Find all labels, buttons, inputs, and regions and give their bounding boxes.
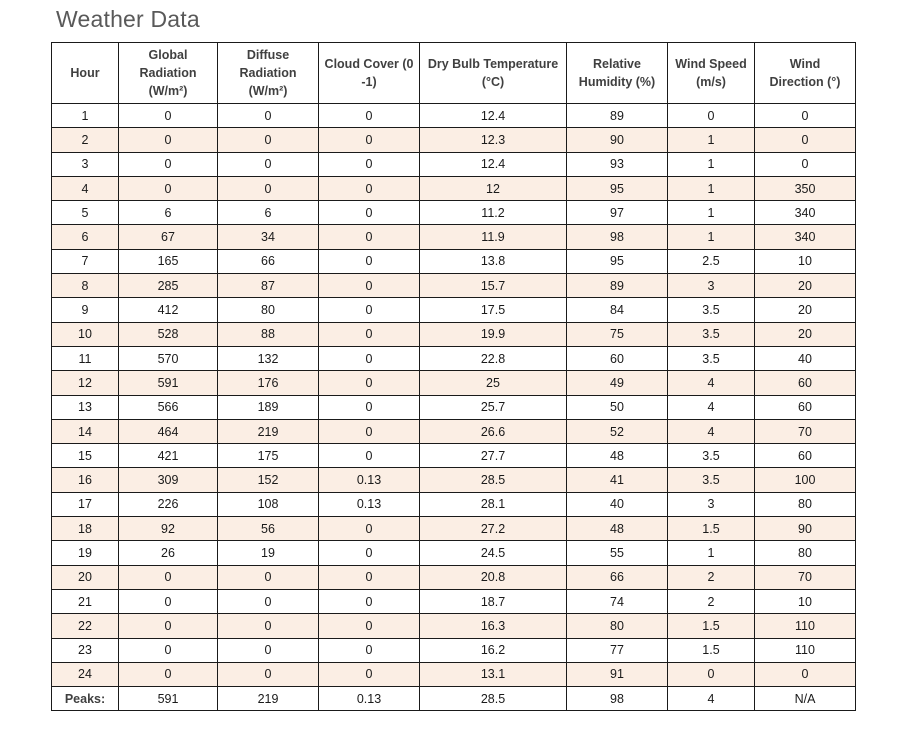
table-cell: 87	[218, 274, 319, 298]
table-cell: 55	[567, 541, 668, 565]
table-cell: 77	[567, 638, 668, 662]
table-cell: 24.5	[420, 541, 567, 565]
table-cell: 91	[567, 662, 668, 686]
table-cell: 23	[52, 638, 119, 662]
table-cell: 528	[119, 322, 218, 346]
table-cell: 0	[319, 274, 420, 298]
table-cell: 5	[52, 201, 119, 225]
table-cell: 2	[52, 128, 119, 152]
table-cell: 80	[567, 614, 668, 638]
table-cell: 0	[319, 662, 420, 686]
table-cell: 90	[567, 128, 668, 152]
table-cell: 18.7	[420, 589, 567, 613]
table-cell: 19	[52, 541, 119, 565]
table-cell: 0	[218, 565, 319, 589]
table-cell: 226	[119, 492, 218, 516]
table-cell: 421	[119, 444, 218, 468]
peaks-label: Peaks:	[52, 687, 119, 711]
table-cell: 566	[119, 395, 218, 419]
table-cell: 27.2	[420, 517, 567, 541]
table-cell: 0	[319, 322, 420, 346]
table-cell: 0	[319, 565, 420, 589]
table-cell: 4	[52, 176, 119, 200]
table-cell: 22.8	[420, 346, 567, 370]
table-cell: 93	[567, 152, 668, 176]
table-cell: 22	[52, 614, 119, 638]
table-cell: 309	[119, 468, 218, 492]
table-cell: 12	[420, 176, 567, 200]
peaks-row	[52, 687, 856, 711]
table-cell: 1	[52, 104, 119, 128]
peak-value: N/A	[755, 687, 856, 711]
table-cell: 175	[218, 444, 319, 468]
peak-value: 219	[218, 687, 319, 711]
table-cell: 11.9	[420, 225, 567, 249]
table-row	[52, 249, 856, 273]
peak-value: 591	[119, 687, 218, 711]
table-cell: 3.5	[668, 346, 755, 370]
table-cell: 570	[119, 346, 218, 370]
table-cell: 12.4	[420, 152, 567, 176]
table-cell: 50	[567, 395, 668, 419]
table-row	[52, 201, 856, 225]
table-row	[52, 419, 856, 443]
table-cell: 0	[119, 104, 218, 128]
table-row	[52, 468, 856, 492]
table-cell: 56	[218, 517, 319, 541]
table-cell: 67	[119, 225, 218, 249]
table-cell: 1	[668, 176, 755, 200]
table-cell: 2.5	[668, 249, 755, 273]
table-cell: 0	[319, 346, 420, 370]
table-cell: 0	[755, 128, 856, 152]
table-row	[52, 589, 856, 613]
table-cell: 0	[218, 614, 319, 638]
table-row	[52, 395, 856, 419]
table-cell: 84	[567, 298, 668, 322]
table-row	[52, 176, 856, 200]
table-cell: 52	[567, 419, 668, 443]
table-cell: 20	[755, 322, 856, 346]
table-cell: 11	[52, 346, 119, 370]
table-cell: 285	[119, 274, 218, 298]
table-cell: 20	[52, 565, 119, 589]
table-cell: 0.13	[319, 468, 420, 492]
table-cell: 0	[755, 662, 856, 686]
table-cell: 66	[218, 249, 319, 273]
table-cell: 110	[755, 638, 856, 662]
table-cell: 0	[119, 565, 218, 589]
table-cell: 26.6	[420, 419, 567, 443]
table-cell: 15.7	[420, 274, 567, 298]
table-cell: 3.5	[668, 468, 755, 492]
table-header-row	[52, 43, 856, 104]
table-cell: 0	[755, 152, 856, 176]
table-cell: 1	[668, 201, 755, 225]
table-cell: 1	[668, 541, 755, 565]
table-cell: 88	[218, 322, 319, 346]
table-cell: 41	[567, 468, 668, 492]
table-cell: 28.5	[420, 468, 567, 492]
table-cell: 6	[119, 201, 218, 225]
table-cell: 1	[668, 225, 755, 249]
table-cell: 10	[52, 322, 119, 346]
table-row	[52, 541, 856, 565]
column-header: Hour	[52, 43, 119, 104]
column-header: Cloud Cover (0 -1)	[319, 43, 420, 104]
table-cell: 13.1	[420, 662, 567, 686]
table-cell: 11.2	[420, 201, 567, 225]
table-cell: 24	[52, 662, 119, 686]
table-cell: 152	[218, 468, 319, 492]
table-cell: 80	[755, 492, 856, 516]
table-cell: 48	[567, 517, 668, 541]
table-row	[52, 638, 856, 662]
table-cell: 0	[218, 152, 319, 176]
table-cell: 89	[567, 104, 668, 128]
table-row	[52, 128, 856, 152]
table-cell: 20	[755, 298, 856, 322]
table-cell: 0	[319, 589, 420, 613]
table-cell: 13	[52, 395, 119, 419]
table-cell: 60	[567, 346, 668, 370]
table-cell: 0	[319, 249, 420, 273]
table-cell: 60	[755, 371, 856, 395]
table-row	[52, 614, 856, 638]
table-row	[52, 104, 856, 128]
table-cell: 3.5	[668, 444, 755, 468]
table-cell: 0	[218, 638, 319, 662]
table-cell: 1.5	[668, 517, 755, 541]
table-cell: 0	[119, 614, 218, 638]
table-cell: 66	[567, 565, 668, 589]
table-cell: 350	[755, 176, 856, 200]
table-cell: 25.7	[420, 395, 567, 419]
table-cell: 20.8	[420, 565, 567, 589]
table-cell: 0	[319, 419, 420, 443]
table-cell: 0	[319, 104, 420, 128]
table-cell: 0	[319, 395, 420, 419]
table-cell: 0	[319, 128, 420, 152]
table-cell: 108	[218, 492, 319, 516]
table-cell: 165	[119, 249, 218, 273]
table-cell: 18	[52, 517, 119, 541]
table-row	[52, 565, 856, 589]
table-cell: 10	[755, 249, 856, 273]
table-cell: 0	[218, 662, 319, 686]
table-cell: 74	[567, 589, 668, 613]
table-cell: 464	[119, 419, 218, 443]
table-cell: 10	[755, 589, 856, 613]
table-cell: 2	[668, 565, 755, 589]
table-cell: 0	[119, 662, 218, 686]
table-cell: 0	[119, 152, 218, 176]
table-cell: 97	[567, 201, 668, 225]
table-cell: 7	[52, 249, 119, 273]
table-cell: 0	[319, 225, 420, 249]
table-cell: 3	[52, 152, 119, 176]
column-header: Dry Bulb Temperature (°C)	[420, 43, 567, 104]
table-cell: 132	[218, 346, 319, 370]
table-cell: 3	[668, 274, 755, 298]
table-cell: 0	[119, 128, 218, 152]
table-cell: 0	[218, 176, 319, 200]
table-cell: 0	[319, 638, 420, 662]
table-cell: 95	[567, 249, 668, 273]
table-cell: 6	[52, 225, 119, 249]
table-row	[52, 298, 856, 322]
table-cell: 0	[218, 128, 319, 152]
table-cell: 34	[218, 225, 319, 249]
table-cell: 12.4	[420, 104, 567, 128]
table-cell: 60	[755, 395, 856, 419]
table-cell: 60	[755, 444, 856, 468]
table-cell: 1.5	[668, 614, 755, 638]
table-row	[52, 322, 856, 346]
table-cell: 0	[319, 541, 420, 565]
table-cell: 0	[319, 298, 420, 322]
table-cell: 75	[567, 322, 668, 346]
table-row	[52, 371, 856, 395]
table-cell: 2	[668, 589, 755, 613]
table-cell: 0	[319, 152, 420, 176]
weather-data-table	[51, 42, 856, 711]
table-cell: 110	[755, 614, 856, 638]
table-cell: 9	[52, 298, 119, 322]
table-cell: 4	[668, 419, 755, 443]
table-cell: 0.13	[319, 492, 420, 516]
table-cell: 13.8	[420, 249, 567, 273]
table-cell: 70	[755, 419, 856, 443]
table-cell: 40	[755, 346, 856, 370]
table-cell: 219	[218, 419, 319, 443]
table-cell: 1	[668, 152, 755, 176]
table-cell: 90	[755, 517, 856, 541]
table-cell: 16.3	[420, 614, 567, 638]
table-cell: 95	[567, 176, 668, 200]
table-row	[52, 346, 856, 370]
table-cell: 591	[119, 371, 218, 395]
table-cell: 92	[119, 517, 218, 541]
table-cell: 20	[755, 274, 856, 298]
table-cell: 19.9	[420, 322, 567, 346]
table-cell: 0	[668, 104, 755, 128]
table-cell: 0	[755, 104, 856, 128]
peak-value: 4	[668, 687, 755, 711]
table-cell: 98	[567, 225, 668, 249]
table-cell: 0	[668, 662, 755, 686]
table-row	[52, 274, 856, 298]
table-cell: 3.5	[668, 322, 755, 346]
table-cell: 189	[218, 395, 319, 419]
table-cell: 100	[755, 468, 856, 492]
table-cell: 0	[319, 444, 420, 468]
table-cell: 48	[567, 444, 668, 468]
table-cell: 3	[668, 492, 755, 516]
table-cell: 17.5	[420, 298, 567, 322]
table-cell: 176	[218, 371, 319, 395]
table-cell: 12	[52, 371, 119, 395]
column-header: Diffuse Radiation (W/m²)	[218, 43, 319, 104]
table-cell: 40	[567, 492, 668, 516]
table-cell: 28.1	[420, 492, 567, 516]
peak-value: 98	[567, 687, 668, 711]
table-cell: 6	[218, 201, 319, 225]
table-cell: 26	[119, 541, 218, 565]
table-cell: 0	[319, 371, 420, 395]
table-cell: 80	[755, 541, 856, 565]
table-cell: 1.5	[668, 638, 755, 662]
table-cell: 0	[119, 638, 218, 662]
table-cell: 19	[218, 541, 319, 565]
peak-value: 28.5	[420, 687, 567, 711]
table-cell: 0	[119, 176, 218, 200]
table-row	[52, 225, 856, 249]
table-cell: 16	[52, 468, 119, 492]
table-cell: 3.5	[668, 298, 755, 322]
table-cell: 14	[52, 419, 119, 443]
table-cell: 0	[218, 589, 319, 613]
table-cell: 70	[755, 565, 856, 589]
table-cell: 0	[319, 176, 420, 200]
page-title: Weather Data	[56, 6, 200, 32]
peak-value: 0.13	[319, 687, 420, 711]
column-header: Global Radiation (W/m²)	[119, 43, 218, 104]
table-cell: 16.2	[420, 638, 567, 662]
table-cell: 17	[52, 492, 119, 516]
table-cell: 0	[319, 614, 420, 638]
table-row	[52, 517, 856, 541]
table-cell: 80	[218, 298, 319, 322]
column-header: Wind Speed (m/s)	[668, 43, 755, 104]
column-header: Relative Humidity (%)	[567, 43, 668, 104]
table-cell: 412	[119, 298, 218, 322]
table-cell: 21	[52, 589, 119, 613]
table-cell: 4	[668, 371, 755, 395]
table-cell: 4	[668, 395, 755, 419]
table-cell: 49	[567, 371, 668, 395]
table-row	[52, 662, 856, 686]
table-cell: 1	[668, 128, 755, 152]
table-row	[52, 492, 856, 516]
table-cell: 89	[567, 274, 668, 298]
table-body	[52, 104, 856, 687]
table-cell: 0	[218, 104, 319, 128]
table-cell: 0	[119, 589, 218, 613]
table-cell: 12.3	[420, 128, 567, 152]
table-cell: 340	[755, 201, 856, 225]
table-cell: 0	[319, 517, 420, 541]
table-cell: 0	[319, 201, 420, 225]
table-row	[52, 152, 856, 176]
table-cell: 25	[420, 371, 567, 395]
table-cell: 340	[755, 225, 856, 249]
table-cell: 27.7	[420, 444, 567, 468]
column-header: Wind Direction (°)	[755, 43, 856, 104]
table-cell: 15	[52, 444, 119, 468]
table-cell: 8	[52, 274, 119, 298]
table-row	[52, 444, 856, 468]
